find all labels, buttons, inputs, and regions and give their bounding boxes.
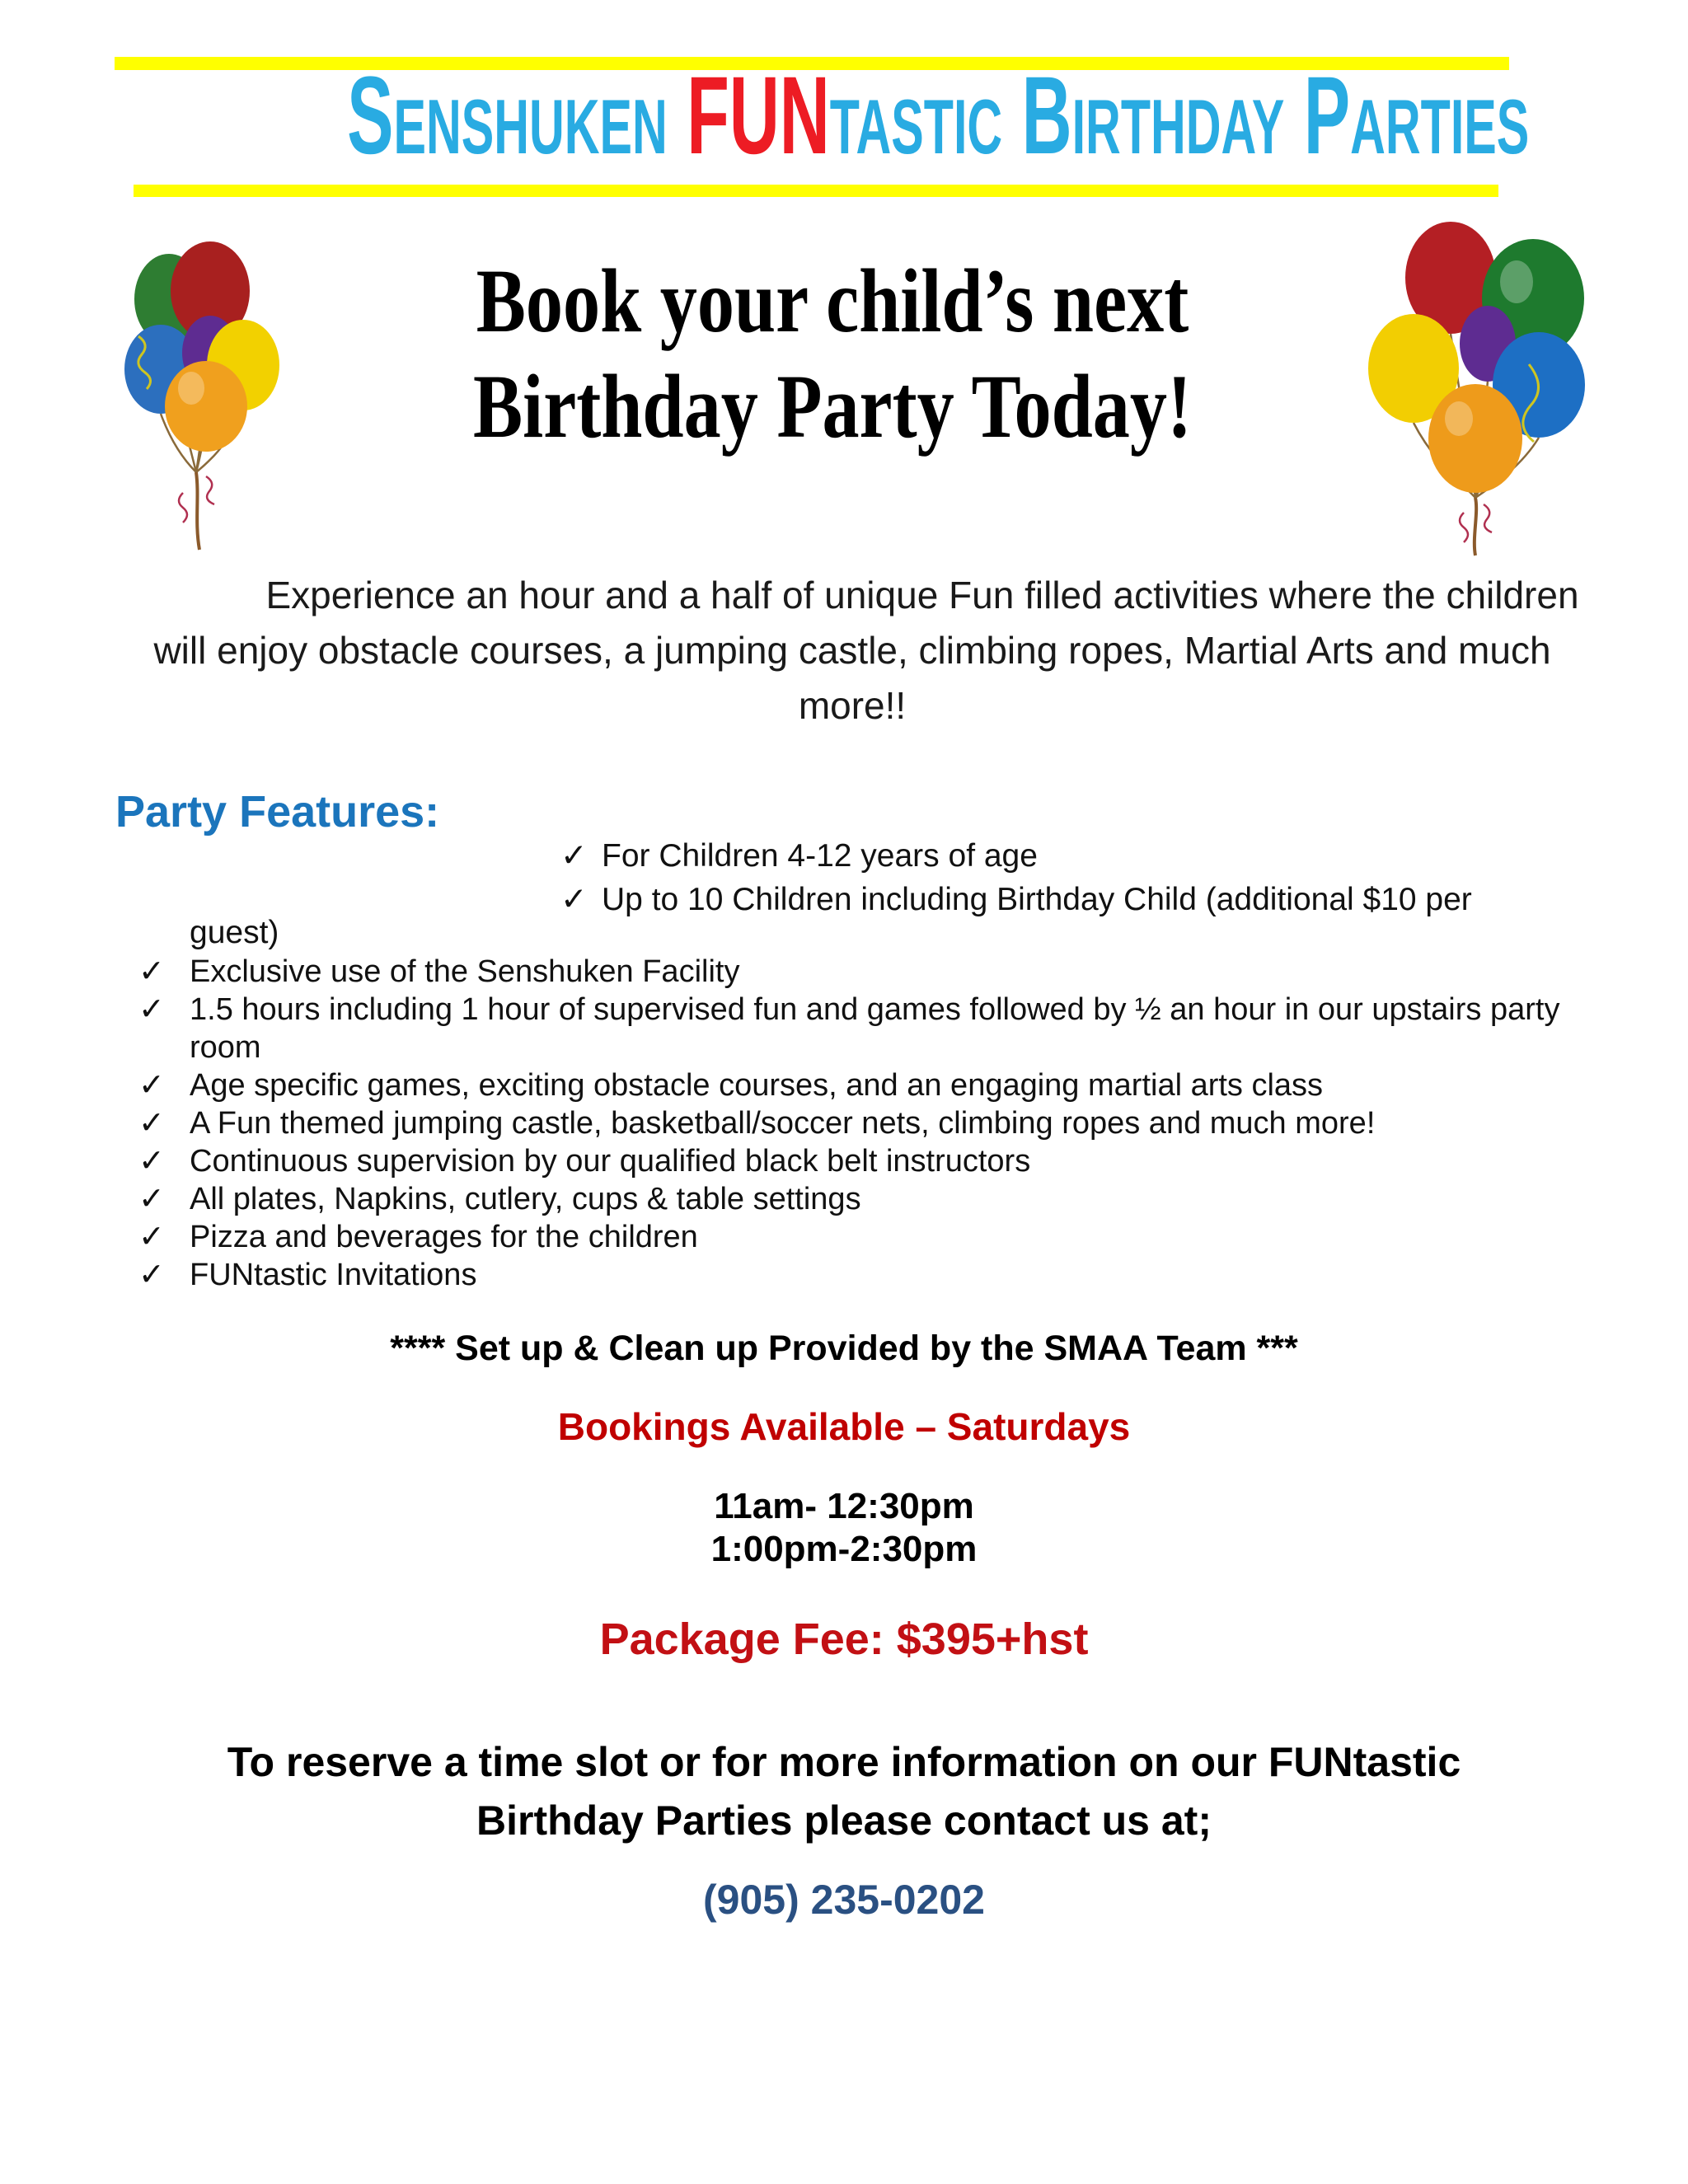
page-title [0,54,1688,177]
checkmark-icon: ✓ [138,1106,165,1141]
list-item-text: Continuous supervision by our qualified black belt instructors [190,1144,1031,1179]
party-features-heading: Party Features: [115,787,440,837]
page-title-text [347,54,1530,177]
list-item [138,953,1614,991]
package-fee: Package Fee: $395+hst [599,1615,1089,1664]
list-item-text: Pizza and beverages for the children [190,1220,698,1254]
bookings-heading: Bookings Available – Saturdays [557,1405,1131,1448]
bottom-yellow-bar [134,185,1498,197]
list-item [138,991,1614,1066]
feature-list-top [560,834,1472,921]
title-segment-tastic-birthday-parties: tastic Birthday Parties [829,54,1530,177]
list-item-text: FUNtastic Invitations [190,1258,477,1292]
balloon-bouquet-left [124,229,297,555]
checkmark-icon: ✓ [560,882,588,917]
list-item-text: For Children 4-12 years of age [602,838,1038,874]
list-item [138,1180,1614,1218]
list-item-text: A Fun themed jumping castle, basketball/soccer nets, climbing ropes and much more! [190,1106,1376,1141]
contact-message-line1: To reserve a time slot or for more information on our FUNtastic [227,1739,1461,1785]
list-item [560,834,1472,878]
checkmark-icon: ✓ [138,1144,165,1179]
setup-cleanup-note: **** Set up & Clean up Provided by the SMAA Team *** [390,1329,1298,1368]
list-item [560,878,1472,921]
balloon-bouquet-left-graphic [124,229,297,555]
list-item-text: 1.5 hours including 1 hour of supervised fun and games followed by ½ an hour in our upstairs party room [190,992,1560,1065]
hero-heading-line2: Birthday Party Today! [472,356,1193,457]
balloon-icon [165,361,247,452]
hero-heading [448,248,1218,459]
booking-times [0,1485,1688,1571]
checkmark-icon: ✓ [560,838,588,874]
list-item [138,1066,1614,1104]
contact-message-line2: Birthday Parties please contact us at; [476,1797,1212,1844]
list-item-wrap-line: guest) [190,915,279,950]
balloon-icon [1428,384,1522,493]
balloon-bouquet-right-graphic [1343,216,1648,562]
checkmark-icon: ✓ [138,1182,165,1216]
checkmark-icon: ✓ [138,992,165,1027]
booking-time-slot-2: 1:00pm-2:30pm [710,1529,978,1569]
list-item-text: Up to 10 Children including Birthday Child (additional $10 per [602,882,1472,917]
list-item-text: Age specific games, exciting obstacle courses, and an engaging martial arts class [190,1068,1324,1103]
balloon-bouquet-right [1343,216,1648,562]
list-item [138,1256,1614,1294]
phone-number: (905) 235-0202 [703,1877,985,1923]
intro-paragraph: Experience an hour and a half of unique Fun filled activities where the children will enjoy obstacle courses, a jumping castle, climbing ropes, Martial Arts and much more!! [153,574,1579,727]
checkmark-icon: ✓ [138,1220,165,1254]
title-segment-fun: FUN [687,54,830,177]
list-item [138,1104,1614,1142]
booking-time-slot-1: 11am- 12:30pm [714,1486,974,1526]
hero-heading-line1: Book your child’s next [476,251,1189,351]
contact-message [0,1733,1688,1850]
list-item [138,1142,1614,1180]
list-item-text: All plates, Napkins, cutlery, cups & table settings [190,1182,861,1216]
title-segment-senshuken: Senshuken [347,54,687,177]
checkmark-icon: ✓ [138,1068,165,1103]
list-item [138,1218,1614,1256]
checkmark-icon: ✓ [138,1258,165,1292]
list-item-text: Exclusive use of the Senshuken Facility [190,954,740,989]
feature-list [138,953,1614,1294]
checkmark-icon: ✓ [138,954,165,989]
